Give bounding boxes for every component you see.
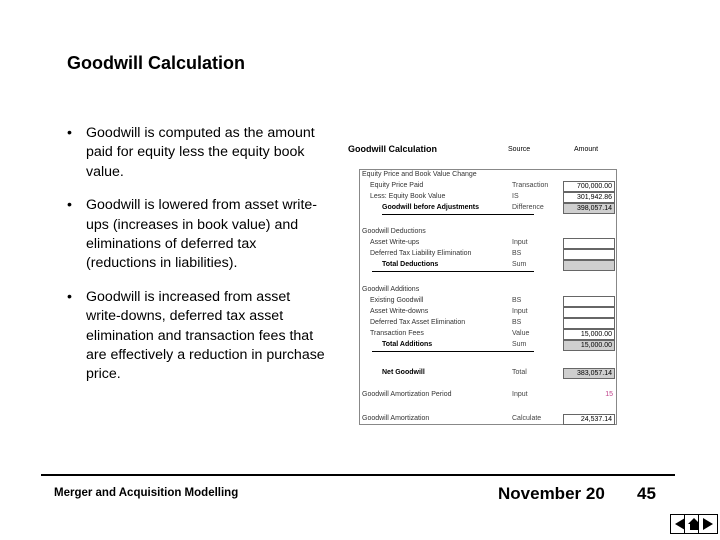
underline <box>382 214 534 215</box>
source-column-header: Source <box>508 146 531 153</box>
goodwill-spreadsheet <box>338 140 620 432</box>
underline <box>372 271 534 272</box>
table-row: Transaction Fees Value 15,000.00 <box>360 329 617 341</box>
table-row: Goodwill Additions <box>362 286 420 293</box>
bullet-list <box>64 124 326 399</box>
table-row: Asset Write-downs Input <box>360 307 617 319</box>
table-row: Deferred Tax Asset Elimination BS <box>360 318 617 330</box>
footer-divider <box>41 474 675 476</box>
bullet-item: • Goodwill is lowered from asset write-ups (increases in book value) and eliminations of deferred tax (reductions in liabilities). <box>67 197 318 272</box>
table-row: Goodwill before Adjustments Difference 398,057.14 <box>360 203 617 215</box>
table-row: Goodwill Amortization Period Input 15 <box>362 391 613 398</box>
table-row: Goodwill Amortization Calculate 24,537.14 <box>360 414 617 426</box>
table-row: Existing Goodwill BS <box>360 296 617 308</box>
table-row: Net Goodwill Total 383,057.14 <box>360 368 617 380</box>
spreadsheet-title: Goodwill Calculation <box>348 144 438 154</box>
table-row: Less: Equity Book Value IS 301,942.86 <box>360 192 617 204</box>
bullet-item: • Goodwill is computed as the amount paid for equity less the equity book value. <box>67 125 315 180</box>
table-row: Asset Write-ups Input <box>360 238 617 250</box>
table-row: Equity Price Paid Transaction 700,000.00 <box>360 181 617 193</box>
table-row: Total Deductions Sum <box>360 260 617 272</box>
bullet-item: • Goodwill is increased from asset write-downs, deferred tax asset elimination and transaction fees that are effectively a reduction in purchase price. <box>67 288 325 383</box>
slide-number: 45 <box>637 484 656 503</box>
underline <box>372 351 534 352</box>
table-row: Deferred Tax Liability Elimination BS <box>360 249 617 261</box>
table-row: Goodwill Deductions <box>362 228 426 235</box>
footer-date: November 20 <box>498 484 605 503</box>
next-slide-icon <box>699 515 717 533</box>
slide-title: Goodwill Calculation <box>67 53 246 73</box>
amount-column-header: Amount <box>574 146 599 153</box>
table-row: Equity Price and Book Value Change <box>362 171 477 178</box>
table-row: Total Additions Sum 15,000.00 <box>360 340 617 352</box>
next-slide-button[interactable] <box>698 514 718 534</box>
footer-course-title: Merger and Acquisition Modelling <box>54 487 239 499</box>
